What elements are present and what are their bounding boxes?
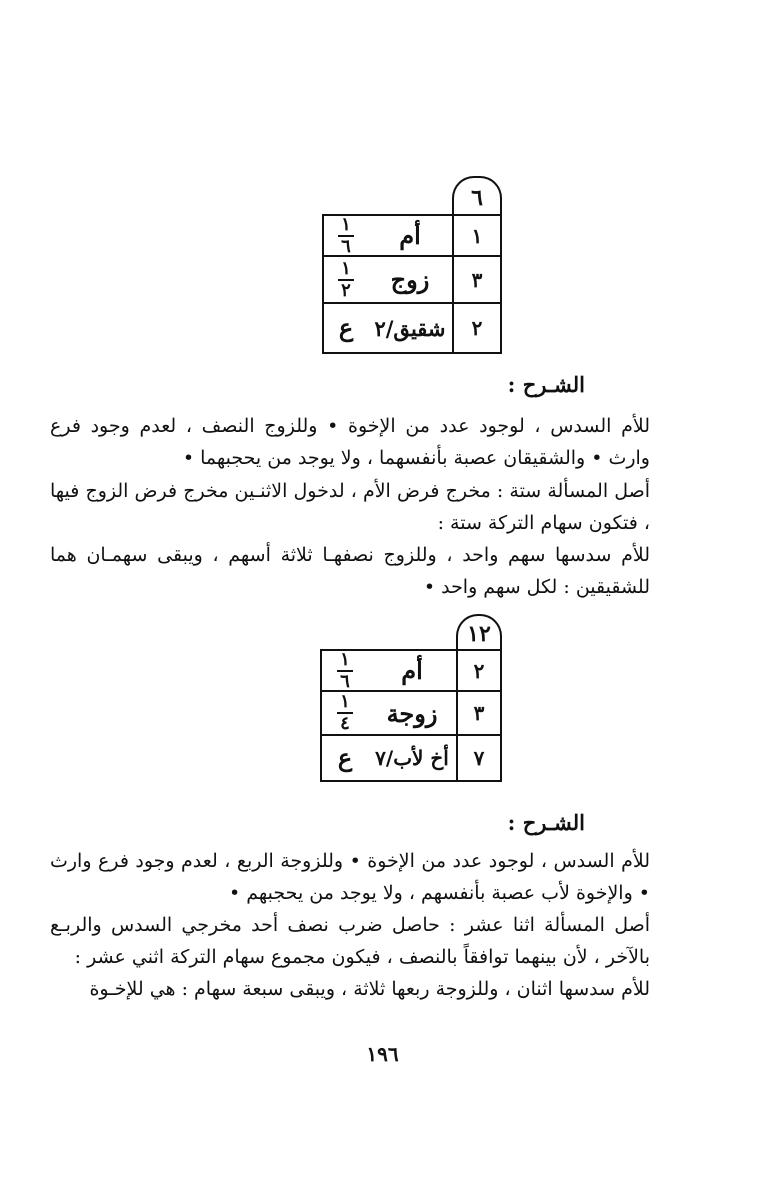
inheritance-table-1	[322, 176, 502, 358]
heir-cell: زوجة	[368, 692, 456, 736]
page-number: ١٩٦	[366, 1042, 399, 1066]
heir-cell: أخ لأب/٧	[368, 736, 456, 782]
fraction-denominator: ٢	[341, 279, 351, 301]
share-cell: ١	[452, 214, 502, 257]
share-cell: ٧	[456, 736, 502, 782]
table-row	[320, 736, 502, 782]
table-row	[322, 304, 502, 354]
explanation-heading: الشـرح :	[507, 372, 585, 397]
explanation-paragraph: للأم سدسها اثنان ، وللزوجة ربعها ثلاثة ، ويبقى سبعة سهام : هي للإخـوة	[89, 978, 650, 1000]
fraction-numerator: ١	[337, 651, 353, 672]
inheritance-table-2	[320, 614, 502, 784]
explanation-paragraph: للأم سدسها سهم واحد ، وللزوج نصفهـا ثلاثة أسهم ، ويبقى سهمـان هما للشقيقين : لكل سهم واحد •	[50, 544, 650, 598]
table-1-total: ٦	[452, 176, 502, 214]
fraction-denominator: ٤	[340, 713, 350, 734]
table-2-total: ١٢	[456, 614, 502, 649]
table-row	[322, 214, 502, 257]
heir-cell: أم	[368, 214, 452, 257]
share-cell: ٣	[456, 692, 502, 736]
fraction-denominator: ٦	[341, 235, 351, 257]
share-cell: ٢	[452, 304, 502, 354]
table-row	[320, 649, 502, 692]
fraction-cell	[320, 649, 368, 692]
fraction-cell	[322, 257, 368, 304]
fraction-numerator: ١	[338, 216, 354, 237]
table-row	[322, 257, 502, 304]
heir-cell: أم	[368, 649, 456, 692]
heir-cell: شقيق/٢	[368, 304, 452, 354]
table-row	[320, 692, 502, 736]
explanation-heading: الشـرح :	[507, 810, 585, 835]
explanation-paragraph: أصل المسألة ستة : مخرج فرض الأم ، لدخول الاثنـين مخرج فرض الزوج فيها ، فتكون سهام التركة ستة :	[50, 480, 650, 534]
fraction-cell: ع	[320, 736, 368, 782]
explanation-paragraph: للأم السدس ، لوجود عدد من الإخوة • وللزوجة الربع ، لعدم وجود فرع وارث • والإخوة لأب عصبة بأنفسهم ، ولا يوجد من يحجبهم •	[50, 850, 650, 904]
fraction-denominator: ٦	[340, 670, 350, 692]
heir-cell: زوج	[368, 257, 452, 304]
fraction-numerator: ١	[338, 260, 354, 281]
share-cell: ٣	[452, 257, 502, 304]
explanation-paragraph: للأم السدس ، لوجود عدد من الإخوة • وللزوج النصف ، لعدم وجود فرع وارث • والشقيقان عصبة بأنفسهما ، ولا يوجد من يحجبهما •	[50, 415, 650, 469]
fraction-cell: ع	[322, 304, 368, 354]
fraction-cell	[322, 214, 368, 257]
fraction-cell	[320, 692, 368, 736]
fraction-numerator: ١	[337, 693, 353, 714]
share-cell: ٢	[456, 649, 502, 692]
explanation-paragraph: أصل المسألة اثنا عشر : حاصل ضرب نصف أحد مخرجي السدس والربـع بالآخر ، لأن بينهما توافقاً بالنصف ، فيكون مجموع سهام التركة اثني عشر :	[50, 914, 650, 968]
